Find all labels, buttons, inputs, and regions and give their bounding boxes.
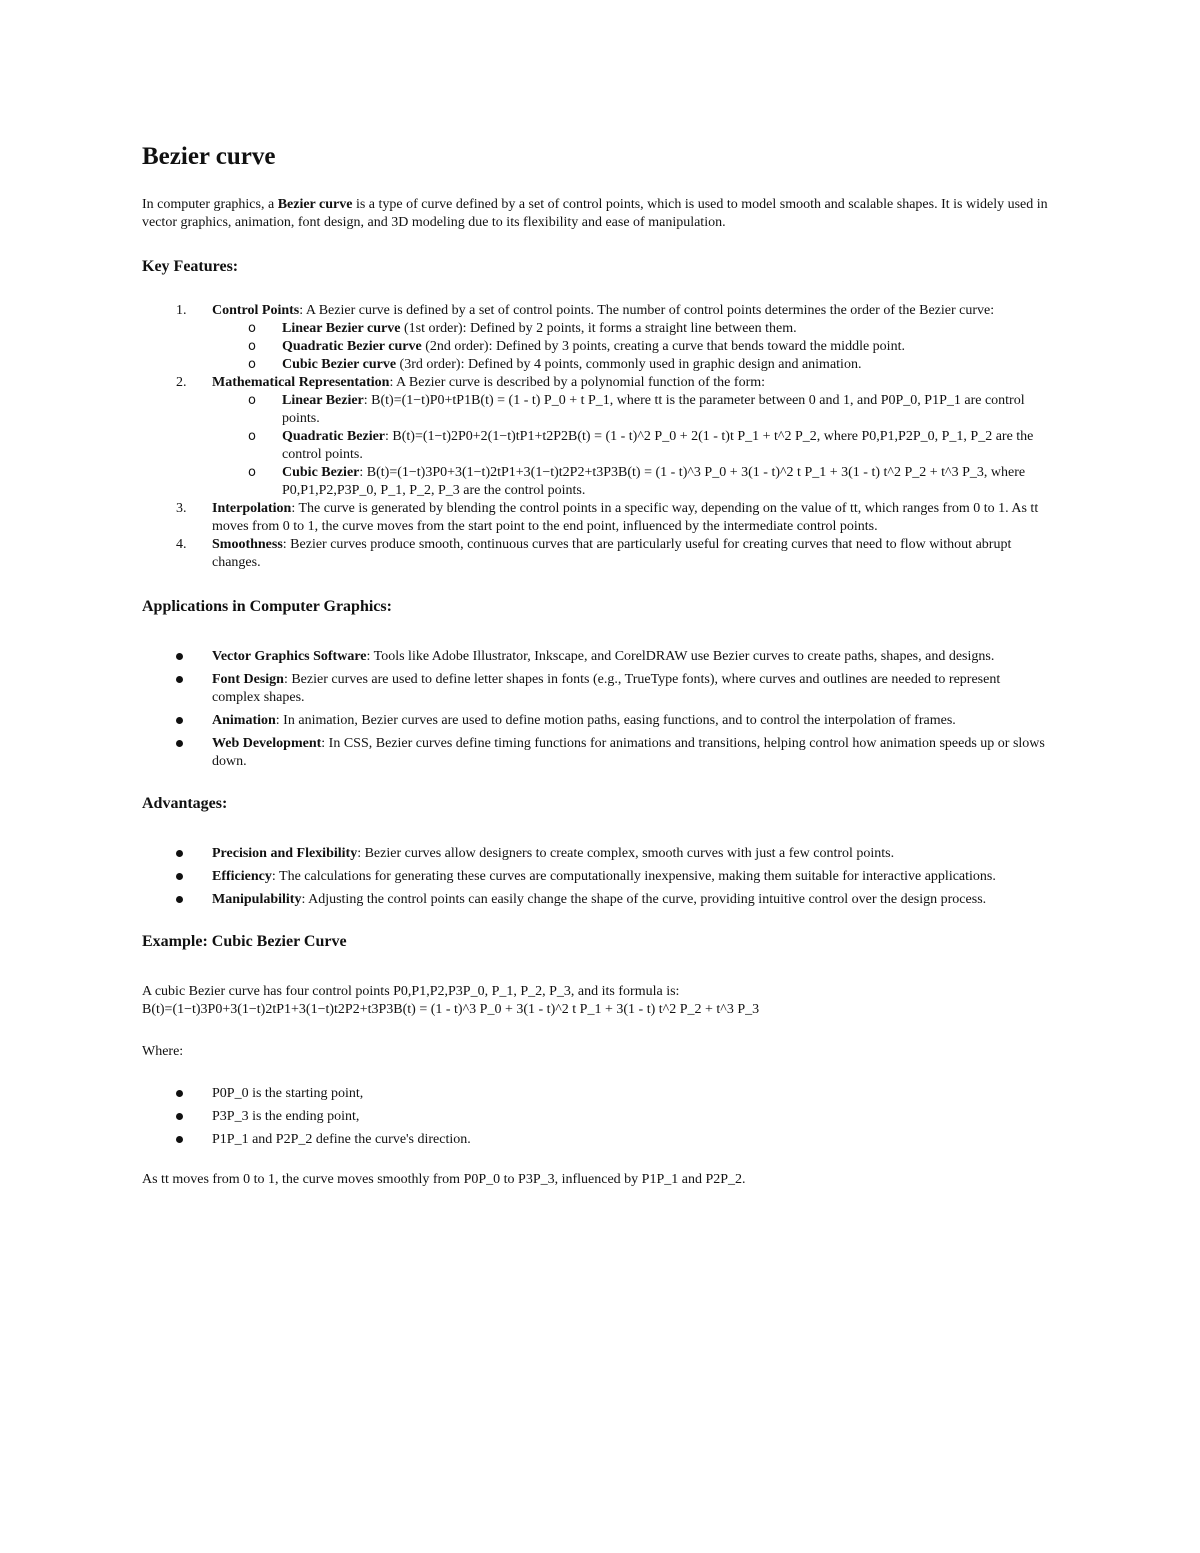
item-text: : In CSS, Bezier curves define timing functions for animations and transitions, helping control how animation speeds up or slows down. <box>212 736 1045 769</box>
feature-term: Interpolation <box>212 501 292 516</box>
document-page <box>142 140 1050 1189</box>
list-item <box>142 1131 1050 1149</box>
list-item <box>142 712 1050 730</box>
item-term: Web Development <box>212 736 322 751</box>
sub-term: Linear Bezier <box>282 393 364 408</box>
sub-text: (2nd order): Defined by 3 points, creating a curve that bends toward the middle point. <box>421 339 905 354</box>
feature-text: : Bezier curves produce smooth, continuous curves that are particularly useful for creating curves that need to flow without abrupt changes. <box>212 537 1012 570</box>
circle-bullet-icon: o <box>248 321 256 336</box>
sub-term: Cubic Bezier <box>282 465 360 480</box>
feature-term: Control Points <box>212 303 300 318</box>
sublist <box>212 392 1050 500</box>
intro-paragraph <box>142 196 1050 232</box>
sub-term: Cubic Bezier curve <box>282 357 397 372</box>
feature-text: : The curve is generated by blending the control points in a specific way, depending on the value of tt, which ranges from 0 to 1. As tt moves from 0 to 1, the curve moves from the start point to the end point, influenced by the intermediate control points. <box>212 501 1039 534</box>
list-number: 2. <box>176 375 187 390</box>
list-number: 1. <box>176 303 187 318</box>
feature-text: : A Bezier curve is defined by a set of control points. The number of control points determines the order of the Bezier curve: <box>299 303 995 318</box>
bullet-icon <box>176 850 183 857</box>
circle-bullet-icon: o <box>248 339 256 354</box>
example-formula: B(t)=(1−t)3P0+3(1−t)2tP1+3(1−t)t2P2+t3P3B(t) = (1 - t)^3 P_0 + 3(1 - t)^2 t P_1 + 3(1 - t) t^2 P_2 + t^3 P_3 <box>142 1002 760 1017</box>
circle-bullet-icon: o <box>248 393 256 408</box>
example-heading: Example: Cubic Bezier Curve <box>142 933 347 950</box>
bullet-icon <box>176 1090 183 1097</box>
intro-text-start: In computer graphics, a <box>142 197 278 212</box>
list-item <box>142 1085 1050 1103</box>
list-item <box>142 868 1050 886</box>
page-title: Bezier curve <box>142 143 276 170</box>
circle-bullet-icon: o <box>248 429 256 444</box>
item-text: : The calculations for generating these curves are computationally inexpensive, making them suitable for interactive applications. <box>271 869 996 884</box>
bullet-icon <box>176 1136 183 1143</box>
item-text: P1P_1 and P2P_2 define the curve's direction. <box>212 1132 471 1147</box>
item-term: Animation <box>212 713 276 728</box>
sub-text: : B(t)=(1−t)2P0+2(1−t)tP1+t2P2B(t) = (1 - t)^2 P_0 + 2(1 - t)t P_1 + t^2 P_2, where P0,P1,P2P_0, P_1, P_2 are the control points. <box>282 429 1034 462</box>
sub-term: Linear Bezier curve <box>282 321 401 336</box>
list-item <box>142 891 1050 909</box>
applications-heading: Applications in Computer Graphics: <box>142 598 392 615</box>
intro-text-end: is a type of curve defined by a set of control points, which is used to model smooth and scalable shapes. It is widely used in vector graphics, animation, font design, and 3D modeling due to its flexibility and ease of manipulation. <box>142 197 1048 230</box>
item-text: P0P_0 is the starting point, <box>212 1086 364 1101</box>
feature-item <box>142 302 1050 374</box>
feature-term: Mathematical Representation <box>212 375 390 390</box>
item-text: : Bezier curves allow designers to create complex, smooth curves with just a few control points. <box>357 846 895 861</box>
item-text: P3P_3 is the ending point, <box>212 1109 360 1124</box>
list-item <box>142 735 1050 771</box>
sublist-item <box>212 464 1050 500</box>
example-line-1: A cubic Bezier curve has four control points P0,P1,P2,P3P_0, P_1, P_2, P_3, and its formula is: <box>142 984 680 999</box>
key-features-list <box>142 302 1050 572</box>
feature-item <box>142 374 1050 500</box>
bullet-icon <box>176 896 183 903</box>
sublist-item <box>212 428 1050 464</box>
sub-text: : B(t)=(1−t)P0+tP1B(t) = (1 - t) P_0 + t P_1, where tt is the parameter between 0 and 1, and P0P_0, P1P_1 are control points. <box>282 393 1025 426</box>
item-text: : Adjusting the control points can easily change the shape of the curve, providing intuitive control over the design process. <box>301 892 987 907</box>
list-number: 3. <box>176 501 187 516</box>
list-number: 4. <box>176 537 187 552</box>
feature-item <box>142 500 1050 536</box>
circle-bullet-icon: o <box>248 465 256 480</box>
sublist-item <box>212 338 1050 356</box>
item-term: Vector Graphics Software <box>212 649 367 664</box>
conclusion-paragraph: As tt moves from 0 to 1, the curve moves smoothly from P0P_0 to P3P_3, influenced by P1P_1 and P2P_2. <box>142 1172 746 1187</box>
where-list <box>142 1085 1050 1149</box>
bullet-icon <box>176 676 183 683</box>
list-item <box>142 671 1050 707</box>
sub-text: : B(t)=(1−t)3P0+3(1−t)2tP1+3(1−t)t2P2+t3P3B(t) = (1 - t)^3 P_0 + 3(1 - t)^2 t P_1 + 3(1 - t) t^2 P_2 + t^3 P_3, where P0,P1,P2,P3P_0, P_1, P_2, P_3 are the control points. <box>282 465 1026 498</box>
example-paragraph <box>142 983 1050 1019</box>
circle-bullet-icon: o <box>248 357 256 372</box>
item-text: : In animation, Bezier curves are used to define motion paths, easing functions, and to control the interpolation of frames. <box>275 713 956 728</box>
item-text: : Tools like Adobe Illustrator, Inkscape, and CorelDRAW use Bezier curves to create paths, shapes, and designs. <box>366 649 995 664</box>
feature-term: Smoothness <box>212 537 283 552</box>
feature-text: : A Bezier curve is described by a polynomial function of the form: <box>389 375 766 390</box>
item-term: Font Design <box>212 672 284 687</box>
sub-text: (1st order): Defined by 2 points, it forms a straight line between them. <box>400 321 797 336</box>
bullet-icon <box>176 873 183 880</box>
list-item <box>142 845 1050 863</box>
item-term: Precision and Flexibility <box>212 846 358 861</box>
bullet-icon <box>176 1113 183 1120</box>
applications-list <box>142 648 1050 771</box>
sub-term: Quadratic Bezier curve <box>282 339 422 354</box>
sub-text: (3rd order): Defined by 4 points, commonly used in graphic design and animation. <box>396 357 862 372</box>
bullet-icon <box>176 717 183 724</box>
intro-term: Bezier curve <box>277 197 353 212</box>
key-features-heading: Key Features: <box>142 258 239 275</box>
sublist <box>212 320 1050 374</box>
advantages-heading: Advantages: <box>142 795 228 812</box>
list-item <box>142 1108 1050 1126</box>
sub-term: Quadratic Bezier <box>282 429 386 444</box>
item-text: : Bezier curves are used to define letter shapes in fonts (e.g., TrueType fonts), where curves and outlines are needed to represent complex shapes. <box>212 672 1001 705</box>
sublist-item <box>212 320 1050 338</box>
item-term: Efficiency <box>212 869 272 884</box>
bullet-icon <box>176 740 183 747</box>
sublist-item <box>212 392 1050 428</box>
item-term: Manipulability <box>212 892 302 907</box>
where-label: Where: <box>142 1044 184 1059</box>
list-item <box>142 648 1050 666</box>
bullet-icon <box>176 653 183 660</box>
feature-item <box>142 536 1050 572</box>
sublist-item <box>212 356 1050 374</box>
advantages-list <box>142 845 1050 909</box>
